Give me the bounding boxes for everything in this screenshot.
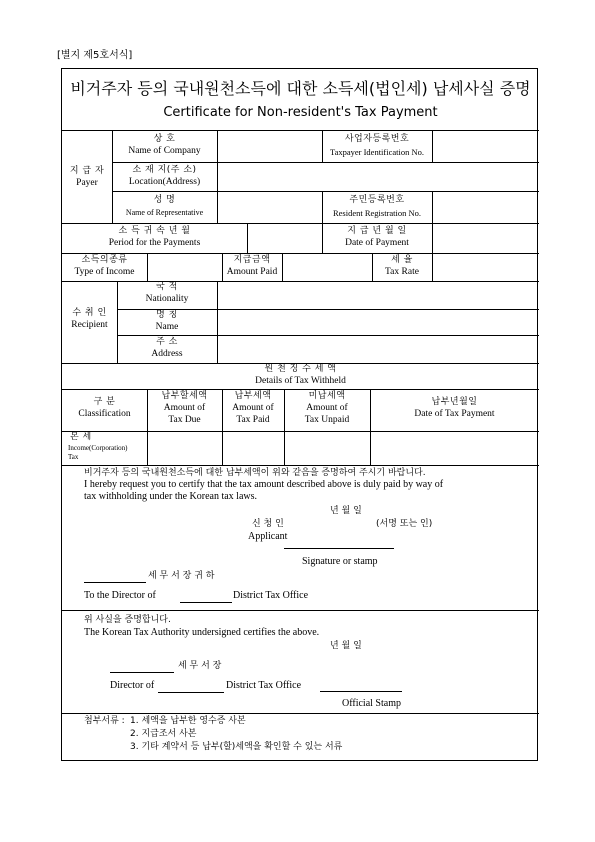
resident-no-label-en: Resident Registration No.	[332, 208, 422, 218]
district-blank-line-2[interactable]	[158, 692, 224, 693]
period-label-ko: 소 득 귀 속 년 월	[118, 226, 191, 236]
official-stamp-label: Official Stamp	[342, 698, 401, 709]
rep-label-ko: 성 명	[153, 195, 176, 205]
applicant-label-en: Applicant	[248, 531, 288, 542]
recipient-label-ko: 수 취 인	[72, 308, 107, 318]
nationality-label-en: Nationality	[145, 294, 189, 304]
tax-rate-label-en: Tax Rate	[385, 267, 419, 277]
payment-date-label-en: Date of Tax Payment	[414, 409, 495, 419]
period-label-en: Period for the Payments	[108, 238, 201, 248]
amount-paid-label-ko: 지급금액	[233, 255, 271, 265]
sign-or-seal-ko: (서명 또는 인)	[376, 519, 433, 529]
taxpayer-id-label-ko: 사업자등록번호	[344, 134, 410, 144]
tax-due-label-ko: 납부할세액	[161, 391, 208, 401]
certificate-form	[61, 68, 538, 761]
certify-text-ko: 위 사실을 증명합니다.	[84, 615, 171, 625]
tax-due-label-en2: Tax Due	[168, 415, 201, 425]
name-label-ko: 명 칭	[156, 310, 178, 320]
attachment-item: 1. 세액을 납부한 영수증 사본	[130, 716, 246, 726]
district-blank-line[interactable]	[180, 602, 232, 603]
request-text-ko: 비거주자 등의 국내원천소득에 대한 납부세액이 위와 같음을 증명하여 주시기 바랍니다.	[84, 468, 426, 478]
date-payment-label-en: Date of Payment	[345, 238, 409, 248]
tax-rate-label-ko: 세 율	[391, 255, 413, 265]
applicant-label-ko: 신 청 인	[252, 519, 284, 529]
certify-text-en: The Korean Tax Authority undersigned certifies the above.	[84, 627, 320, 638]
payer-label-ko: 지 급 자	[69, 166, 105, 176]
tax-unpaid-label-en2: Tax Unpaid	[304, 415, 350, 425]
request-date-ymd: 년 월 일	[330, 506, 362, 516]
tax-unpaid-label-en1: Amount of	[306, 403, 348, 413]
taxpayer-id-label-en: Taxpayer Identification No.	[329, 147, 425, 157]
main-tax-label-en1: Income(Corporation)	[68, 444, 128, 452]
company-label-en: Name of Company	[128, 146, 201, 156]
attachment-item: 2. 지급조서 사본	[130, 729, 197, 739]
director-ko: 세 무 서 장 귀 하	[148, 571, 215, 581]
name-label-en: Name	[155, 322, 179, 332]
address-label-en: Address	[151, 349, 183, 359]
withheld-label-en: Details of Tax Withheld	[255, 376, 346, 386]
director-of-en: Director of	[110, 680, 155, 691]
location-label-en: Location(Address)	[128, 177, 201, 187]
tax-paid-label-ko: 납부세액	[234, 391, 272, 401]
title-korean: 비거주자 등의 국내원천소득에 대한 소득세(법인세) 납세사실 증명	[70, 79, 531, 98]
resident-no-label-ko: 주민등록번호	[349, 195, 405, 205]
address-label-ko: 주 소	[156, 337, 178, 347]
main-tax-label-en2: Tax	[68, 453, 79, 461]
main-tax-label-ko: 본 세	[70, 432, 92, 442]
withheld-label-ko: 원 천 징 수 세 액	[264, 364, 337, 374]
request-text-en1: I hereby request you to certify that the tax amount described above is duly paid by way of	[84, 479, 444, 490]
to-director-en: To the Director of	[84, 590, 156, 601]
official-stamp-line[interactable]	[320, 691, 402, 692]
tax-paid-label-en1: Amount of	[232, 403, 274, 413]
title-english: Certificate for Non-resident's Tax Payment	[163, 105, 438, 120]
company-label-ko: 상 호	[153, 134, 176, 144]
date-payment-label-ko: 지 급 년 월 일	[347, 226, 407, 236]
income-type-label-ko: 소득의종류	[81, 255, 128, 265]
signature-or-stamp-label: Signature or stamp	[302, 556, 378, 567]
tax-due-label-en1: Amount of	[163, 403, 206, 413]
tax-office-blank-line-2[interactable]	[110, 672, 174, 673]
request-text-en2: tax withholding under the Korean tax laws.	[84, 491, 258, 502]
district-office-en: District Tax Office	[233, 590, 309, 601]
applicant-signature-line[interactable]	[284, 548, 394, 549]
income-type-label-en: Type of Income	[74, 267, 135, 277]
tax-paid-label-en2: Tax Paid	[236, 415, 270, 425]
district-office2-en: District Tax Office	[226, 680, 302, 691]
certify-date-ymd: 년 월 일	[330, 641, 362, 651]
director2-ko: 세 무 서 장	[178, 661, 222, 671]
classification-label-ko: 구 분	[93, 397, 116, 407]
classification-label-en: Classification	[78, 409, 131, 419]
tax-office-blank-line[interactable]	[84, 582, 146, 583]
nationality-label-ko: 국 적	[156, 282, 178, 292]
rep-label-en: Name of Representative	[125, 208, 204, 217]
amount-paid-label-en: Amount Paid	[226, 267, 278, 277]
form-number-tag: [별지 제5호서식]	[57, 50, 133, 61]
payer-label-en: Payer	[76, 178, 98, 188]
attachments-label: 첨부서류 :	[84, 716, 125, 726]
location-label-ko: 소 재 지(주 소)	[132, 165, 197, 175]
attachment-item: 3. 기타 계약서 등 납부(할)세액을 확인할 수 있는 서류	[130, 742, 343, 752]
recipient-label-en: Recipient	[71, 320, 108, 330]
payment-date-label-ko: 납부년월일	[431, 397, 478, 407]
tax-unpaid-label-ko: 미납세액	[308, 391, 346, 401]
